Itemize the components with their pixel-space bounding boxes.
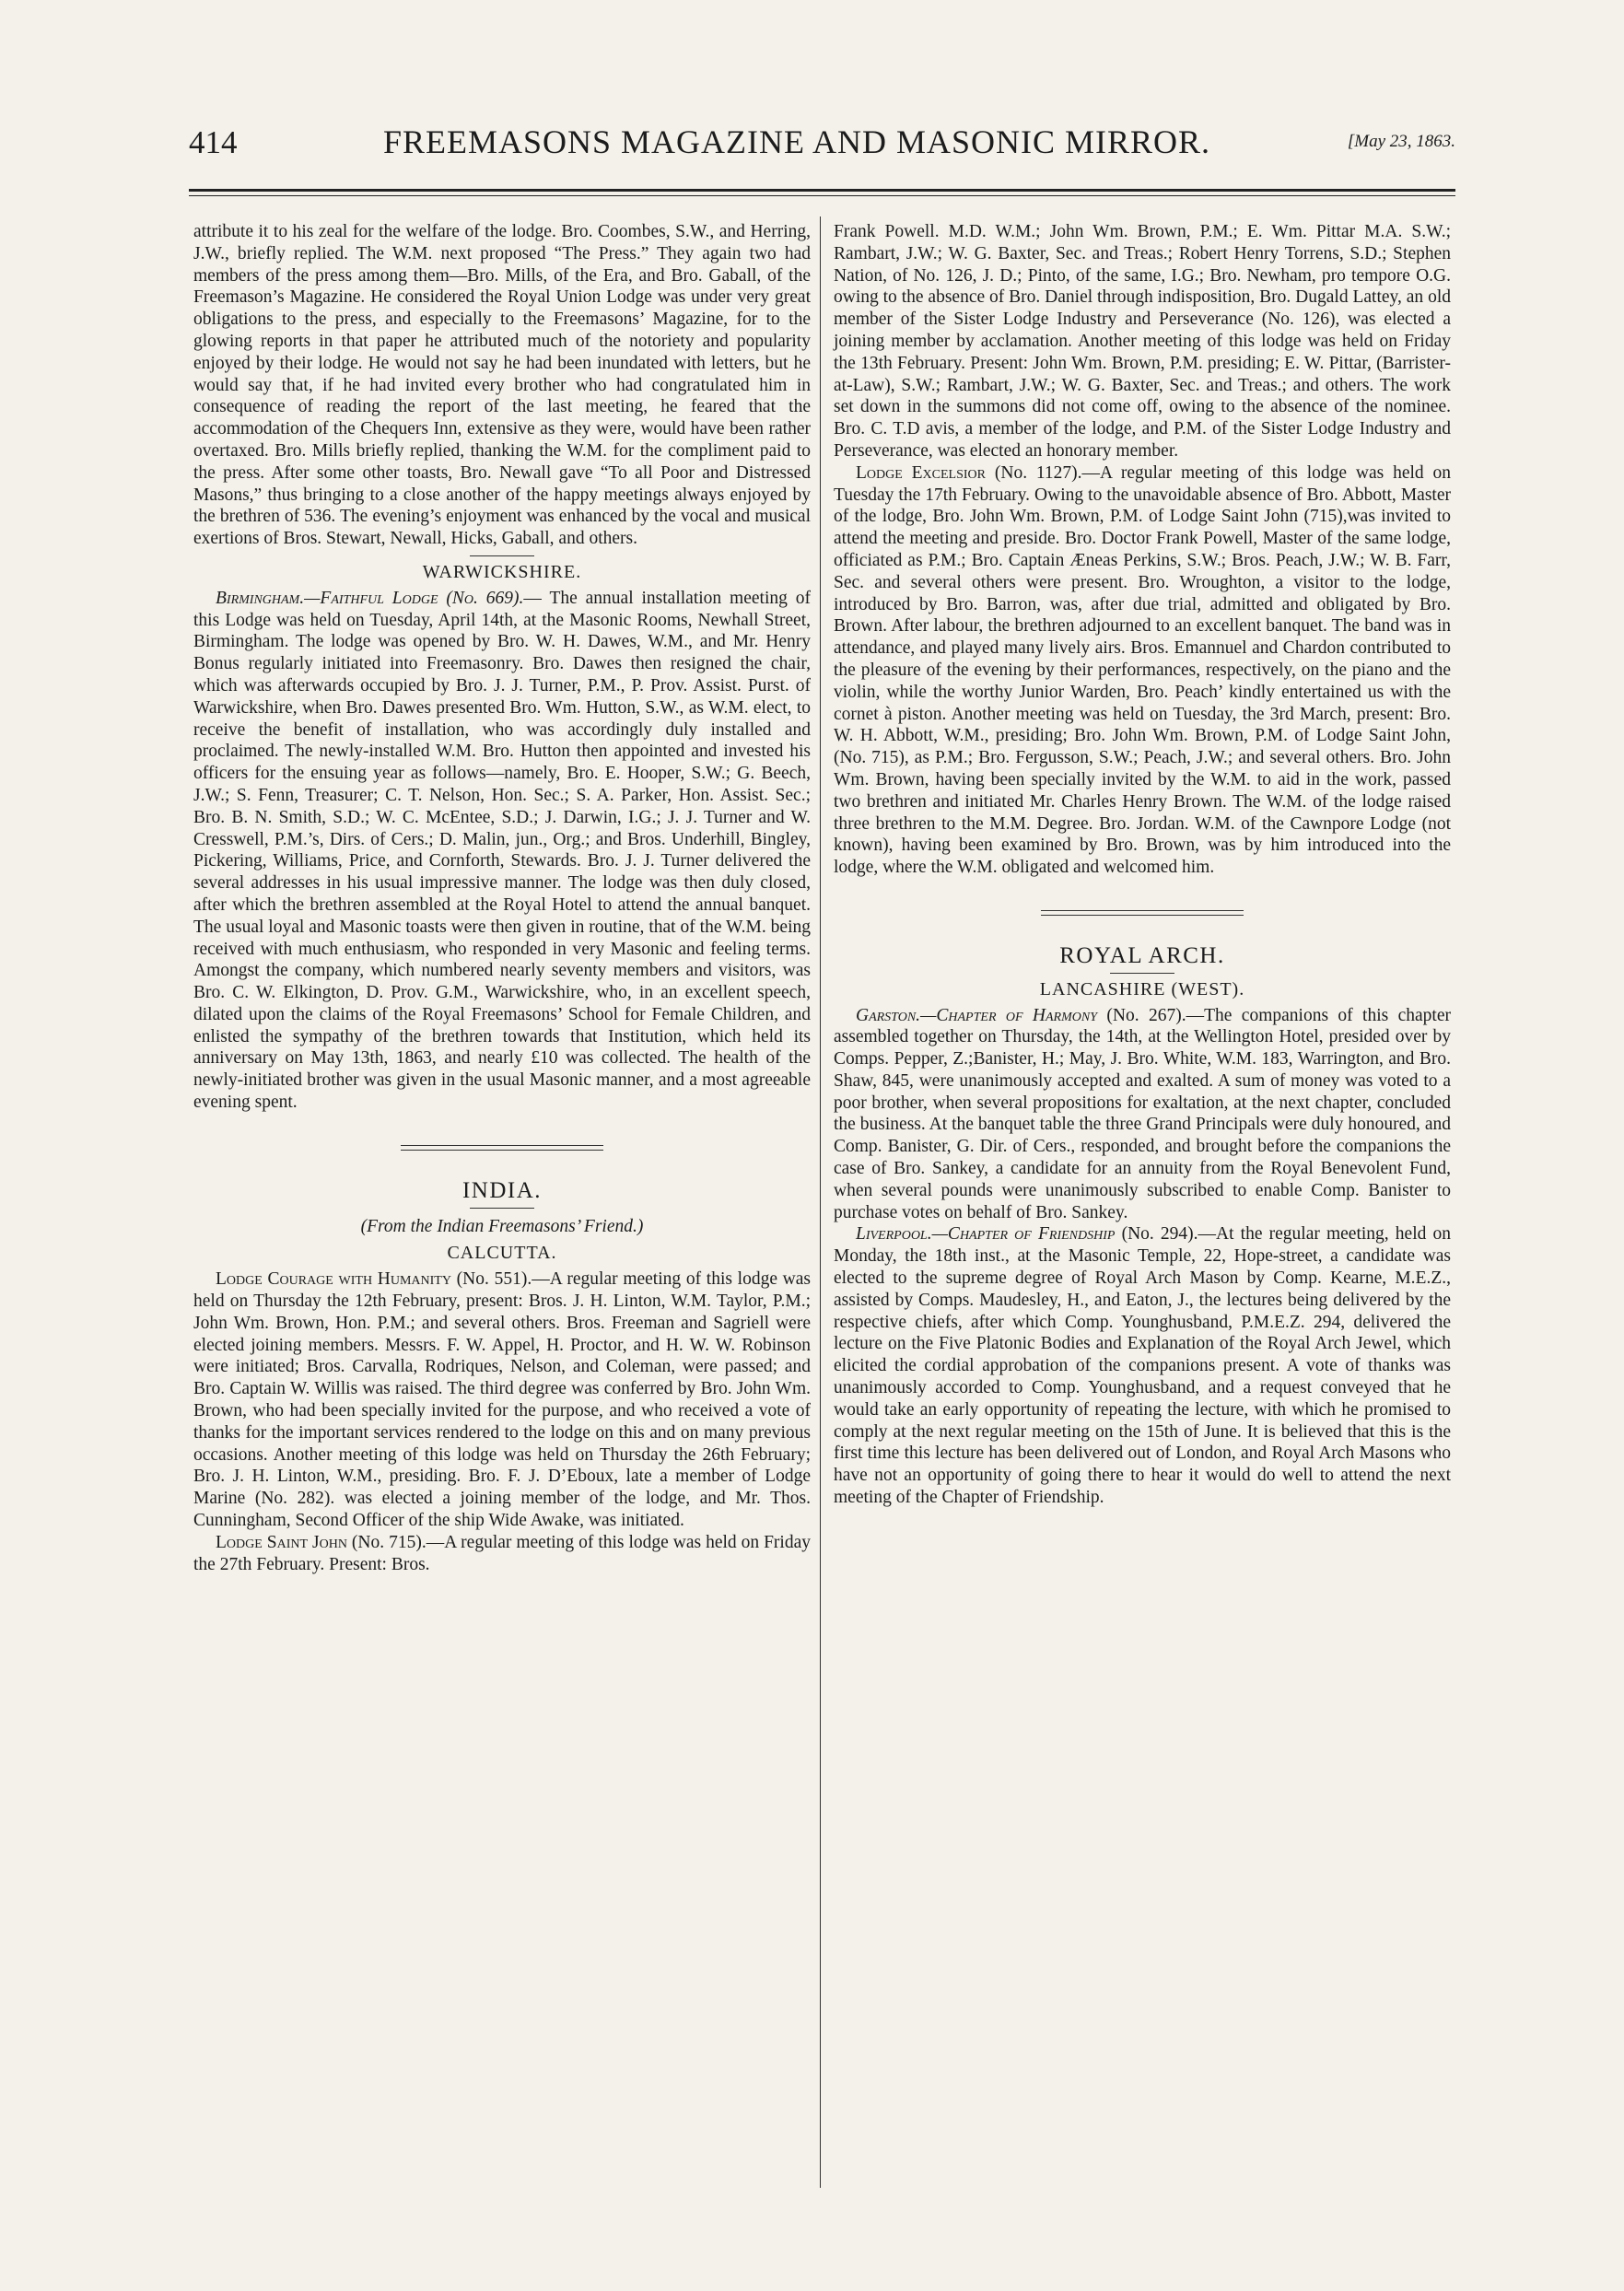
section-heading-royal-arch: ROYAL ARCH.	[1059, 942, 1225, 968]
chapter-name: Garston.—Chapter of Harmony	[856, 1005, 1098, 1025]
lodge-name: Lodge Courage with Humanity	[216, 1269, 451, 1290]
section-divider	[401, 1145, 603, 1151]
section-rule	[470, 555, 534, 556]
chapter-name: Liverpool.—Chapter of Friendship	[856, 1224, 1116, 1245]
article-paragraph: Lodge Courage with Humanity (No. 551).—A regular meeting of this lodge was held on Thursday the 12th February, present: Bros. J. H. Linton, W.M. Taylor, P.M.; John Wm. Brown, Hon. P.M.; and several others. Bros. Freeman and Sagriell were elected joining members. Messrs. F. W. Appel, H. Proctor, and H. W. W. Robinson were initiated; Bros. Carvalla, Rodriques, Nelson, and Coleman, were passed; and Bro. Captain W. Willis was raised. The third degree was conferred by Bro. John Wm. Brown, who had been specially invited for the purpose, and who received a vote of thanks for the important services rendered to the lodge on this and on many previous occasions. Another meeting of this lodge was held on Thursday the 26th February; Bro. J. H. Linton, W.M., presiding. Bro. F. J. D’Eboux, late a member of Lodge Marine (No. 282). was elected a joining member of the lodge, and Mr. Thos. Cunningham, Second Officer of the ship Wide Awake, was initiated.	[193, 1269, 812, 1531]
article-paragraph: Lodge Excelsior (No. 1127).—A regular meeting of this lodge was held on Tuesday the 17th February. Owing to the unavoidable absence of Bro. Abbott, Master of the lodge, Bro. John Wm. Brown, P.M. of Lodge Saint John (715),was invited to attend the meeting and preside. Bro. Doctor Frank Powell, Master of the same lodge, officiated as P.M.; Bro. Captain Æneas Perkins, S.W.; Bros. Peach, J.W.; W. B. Farr, Sec. and several others were present. Bro. Wroughton, a visitor to the lodge, introduced by Bro. Barron, was, after due trial, admitted and obligated by Bro. Brown. After labour, the brethren adjourned to an excellent banquet. The band was in attendance, and played many lively airs. Bros. Emannuel and Chardon contributed to the pleasure of the evening by their performances, respectively, on the piano and the violin, while the worthy Junior Warden, Bro. Peach’ kindly entertained us with the cornet à piston. Another meeting was held on Tuesday, the 3rd March, present: Bro. W. H. Abbott, W.M., presiding; Bro. John Wm. Brown, P.M. of Lodge Saint John, (No. 715), as P.M.; Bro. Fergusson, S.W.; Peach, J.W.; and several others. Bro. John Wm. Brown, having been specially invited by the W.M. to aid in the work, passed two brethren and initiated Mr. Charles Henry Brown. The W.M. of the lodge raised three brethren to the M.M. Degree. Bro. Jordan. W.M. of the Cawnpore Lodge (not known), having been examined by Bro. Brown, was by him introduced into the lodge, where the W.M. obligated and welcomed him.	[834, 462, 1452, 878]
lodge-name: Birmingham.—Faithful Lodge (No. 669).	[216, 588, 524, 608]
article-paragraph: Frank Powell. M.D. W.M.; John Wm. Brown, P.M.; E. Wm. Pittar M.A. S.W.; Rambart, J.W.; W. G. Baxter, Sec. and Treas.; Robert Henry Torrens, S.D.; Stephen Nation, of No. 126, J. D.; Pinto, of the same, I.G.; Bro. Newham, pro tempore O.G. owing to the absence of Bro. Daniel through indisposition, Bro. Dugald Lattey, an old member of the Sister Lodge Industry and Perseverance (No. 126), was elected a joining member by acclamation. Another meeting of this lodge was held on Friday the 13th February. Present: John Wm. Brown, P.M. presiding; E. W. Pittar, (Barrister-at-Law), S.W.; Rambart, J.W.; W. G. Baxter, Sec. and Treas.; and others. The work set down in the summons did not come off, owing to the absence of the nominee. Bro. C. T.D avis, a member of the lodge, and P.M. of the Sister Lodge Industry and Perseverance, was elected an honorary member.	[834, 222, 1451, 461]
section-divider	[1041, 910, 1244, 916]
section-rule	[1110, 973, 1174, 974]
header-rule-thin	[189, 195, 1455, 196]
article-paragraph: Birmingham.—Faithful Lodge (No. 669).— The annual installation meeting of this Lodge was held on Tuesday, April 14th, at the Masonic Rooms, Newhall Street, Birmingham. The lodge was opened by Bro. W. H. Dawes, W.M., and Mr. Henry Bonus regularly initiated into Freemasonry. Bro. Dawes then resigned the chair, which was afterwards occupied by Bro. J. J. Turner, P.M., P. Prov. Assist. Purst. of Warwickshire, when Bro. Dawes presented Bro. Wm. Hutton, S.W., as W.M. elect, to receive the benefit of installation, who was accordingly duly installed and proclaimed. The newly-installed W.M. Bro. Hutton then appointed and invested his officers for the ensuing year as follows—namely, Bro. E. Hooper, S.W.; G. Beech, J.W.; S. Fenn, Treasurer; C. T. Nelson, Hon. Sec.; S. A. Parker, Hon. Assist. Sec.; Bro. B. N. Smith, S.D.; W. C. McEntee, S.D.; J. Darwin, I.G.; J. J. Turner and W. Cresswell, P.M.’s, Dirs. of Cers.; D. Malin, jun., Org.; and Bros. Underhill, Bingley, Pickering, Williams, Price, and Cornforth, Stewards. Bro. J. J. Turner delivered the several addresses in his usual impressive manner. The lodge was then duly closed, after which the brethren assembled at the Royal Hotel to attend the annual banquet. The usual loyal and Masonic toasts were then given in routine, that of the W.M. being received with much enthusiasm, who responded in very Masonic and feeling terms. Amongst the company, which numbered nearly seventy members and visitors, was Bro. C. W. Elkington, D. Prov. G.M., Warwickshire, who, in an excellent speech, dilated upon the claims of the Royal Freemasons’ School for Female Children, and enlisted the sympathy of the brethren towards that Institution, which held its anniversary on May 13th, 1863, and nearly £10 was collected. The health of the newly-initiated brother was given in the usual Masonic manner, and a most agreeable evening spent.	[193, 588, 811, 1113]
section-heading-calcutta: CALCUTTA.	[447, 1243, 557, 1264]
column-divider	[820, 216, 821, 2188]
masthead-title: FREEMASONS MAGAZINE AND MASONIC MIRROR.	[382, 123, 1211, 160]
article-paragraph: Lodge Saint John (No. 715).—A regular meeting of this lodge was held on Friday the 27th February. Present: Bros.	[193, 1532, 811, 1574]
lodge-name: Lodge Excelsior	[856, 462, 987, 483]
article-paragraph: Garston.—Chapter of Harmony (No. 267).—The companions of this chapter assembled together on Thursday, the 14th, at the Wellington Hotel, presided over by Comps. Pepper, Z.;Banister, H.; May, J. Bro. White, W.M. 183, Warrington, and Bro. Shaw, 845, were unanimously accepted and exalted. A sum of money was voted to a poor brother, when several propositions for exaltation, at the next chapter, concluded the business. At the banquet table the three Grand Principals were duly honoured, and Comp. Banister, G. Dir. of Cers., responded, and brought before the companions the case of Bro. Sankey, a candidate for an annuity from the Royal Benevolent Fund, when several pounds were unanimously subscribed to enable Comp. Banister to purchase votes on behalf of Bro. Sankey.	[834, 1005, 1451, 1222]
page-number: 414	[189, 124, 238, 160]
page-header	[189, 115, 1455, 170]
section-heading-lancashire: LANCASHIRE (WEST).	[1039, 978, 1245, 999]
left-column	[193, 221, 811, 1575]
article-paragraph: attribute it to his zeal for the welfare of the lodge. Bro. Coombes, S.W., and Herring, J.W., briefly replied. The W.M. next proposed “The Press.” They again two had members of the press among them—Bro. Mills, of the Era, and Bro. Gaball, of the Freemason’s Magazine. He considered the Royal Union Lodge was under very great obligations to the press, and especially to the Freemasons’ Magazine, for to the glowing reports in that paper he attributed much of the notoriety and popularity enjoyed by their lodge. He would not say he had been inundated with letters, but he would say that, if he had invited every brother who had congratulated him in consequence of reading the report of the last meeting, he feared that the accommodation of the Chequers Inn, extensive as they were, would have been rather overtaxed. Bro. Mills briefly replied, thanking the W.M. for the compliment paid to the press. After some other toasts, Bro. Newall gave “To all Poor and Distressed Masons,” thus bringing to a close another of the happy meetings always enjoyed by the brethren of 536. The evening’s enjoyment was enhanced by the vocal and musical exertions of Bros. Stewart, Newall, Hicks, Gaball, and others.	[193, 222, 811, 549]
lodge-name: Lodge Saint John	[216, 1532, 347, 1552]
article-paragraph: Liverpool.—Chapter of Friendship (No. 294).—At the regular meeting, held on Monday, the 18th inst., at the Masonic Temple, 22, Hope-street, a candidate was elected to the supreme degree of Royal Arch Mason by Comp. Kearne, M.E.Z., assisted by Comps. Maudesley, H., and Eaton, J., the lectures being delivered by the respective chiefs, after which Comp. Younghusband, P.M.E.Z. 294, delivered the lecture on the Five Platonic Bodies and Explanation of the Royal Arch Jewel, which elicited the cordial approbation of the companions present. A vote of thanks was unanimously accorded to Comp. Younghusband, and a request conveyed that he would take an early opportunity of repeating the lecture, with which he promised to comply at the next regular meeting on the 15th of June. It is believed that this is the first time this lecture has been delivered out of London, and Royal Arch Masons who have not an opportunity of going there to hear it would do well to attend the next meeting of the Chapter of Friendship.	[834, 1224, 1452, 1508]
section-heading-warwickshire: WARWICKSHIRE.	[422, 561, 582, 582]
section-rule	[470, 1208, 534, 1209]
source-credit: (From the Indian Freemasons’ Friend.)	[360, 1216, 644, 1236]
section-heading-india: INDIA.	[461, 1177, 543, 1203]
issue-date: [May 23, 1863.	[1347, 132, 1455, 151]
header-rule-thick	[189, 189, 1455, 192]
right-column	[834, 221, 1451, 1509]
